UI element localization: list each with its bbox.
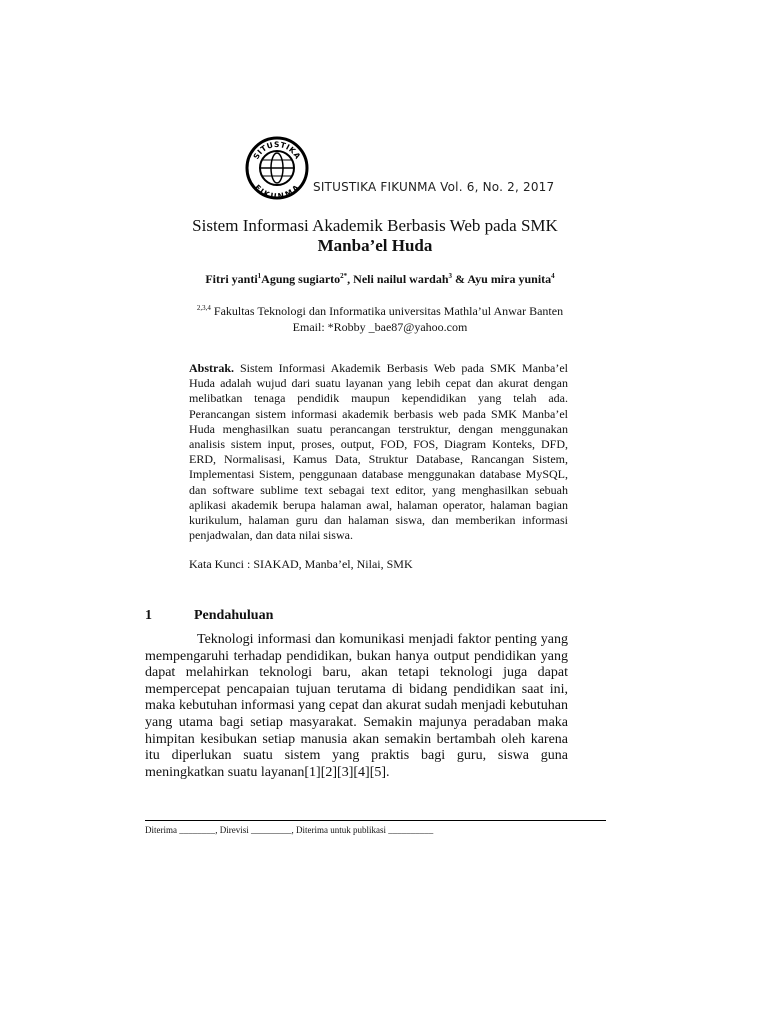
footer-divider <box>145 820 606 821</box>
journal-logo <box>245 136 309 200</box>
section-paragraph: Teknologi informasi dan komunikasi menjadi faktor penting yang mempengaruhi terhadap pendidikan, bukan hanya output pendidikan yang dapat melahirkan teknologi baru, akan tetapi teknologi juga dapat mempercepat pencapaian tujuan terutama di bidang pendidikan saat ini, maka kebutuhan informasi yang cepat dan akurat sudah menjadi kebutuhan yang utama bagi setiap masyarakat. Semakin majunya peradaban maka himpitan kesibukan setiap manusia akan semakin bertambah oleh karena itu diperlukan suatu sistem yang praktis bagi guru, siswa guna meningkatkan suatu layanan[1][2][3][4][5]. <box>145 632 568 780</box>
logo-top-text: SITUSTIKA <box>251 139 303 161</box>
author-name: Fitri yanti <box>205 272 258 286</box>
author-sup: 3 <box>448 272 453 280</box>
affiliation-text: Fakultas Teknologi dan Informatika universitas Mathla’ul Anwar Banten <box>210 304 564 318</box>
journal-header: SITUSTIKA FIKUNMA Vol. 6, No. 2, 2017 <box>313 180 555 194</box>
abstract-label: Abstrak. <box>189 361 235 375</box>
author-list <box>170 272 590 287</box>
logo-bottom-text: FIKUNMA <box>252 182 302 200</box>
abstract-text: Sistem Informasi Akademik Berbasis Web pada SMK Manba’el Huda adalah wujud dari suatu layanan yang lebih cepat dan akurat dengan melibatkan tenaga pendidik maupun kependidikan yang telah ada. Perancangan sistem informasi akademik berbasis web pada SMK Manba’el Huda menghasilkan suatu perancangan terstruktur, dengan menggunakan analisis sistem input, proses, output, FOD, FOS, Diagram Konteks, DFD, ERD, Normalisasi, Kamus Data, Struktur Database, Rancangan Sistem, Implementasi Sistem, penggunaan database menggunakan database MySQL, dan software sublime text sebagai text editor, yang menghasilkan sebuah aplikasi akademik berupa halaman awal, halaman operator, halaman bagian kurikulum, halaman guru dan halaman siswa, dan memberikan informasi penjadwalan, dan data nilai siswa. <box>189 361 568 543</box>
author-sup: 4 <box>551 272 555 280</box>
author-name: , Neli nailul wardah <box>347 272 449 286</box>
email-text: Email: *Robby _bae87@yahoo.com <box>292 320 468 334</box>
section-number: 1 <box>145 608 152 623</box>
keywords-text: Kata Kunci : SIAKAD, Manba’el, Nilai, SMK <box>189 557 413 571</box>
affiliation-block <box>150 300 610 335</box>
affiliation-sup: 2,3,4 <box>196 304 211 312</box>
paper-title-line1: Sistem Informasi Akademik Berbasis Web pada SMK <box>192 216 558 235</box>
author-name: & Ayu mira yunita <box>452 272 552 286</box>
section-title: Pendahuluan <box>194 608 274 623</box>
author-sup: 1 <box>257 272 262 280</box>
author-name: Agung sugiarto <box>261 272 341 286</box>
abstract-block <box>189 361 568 543</box>
footer-note: Diterima ________, Direvisi _________, Diterima untuk publikasi __________ <box>145 825 434 835</box>
paper-title-line2: Manba’el Huda <box>317 236 433 255</box>
author-sup: 2* <box>340 272 348 280</box>
